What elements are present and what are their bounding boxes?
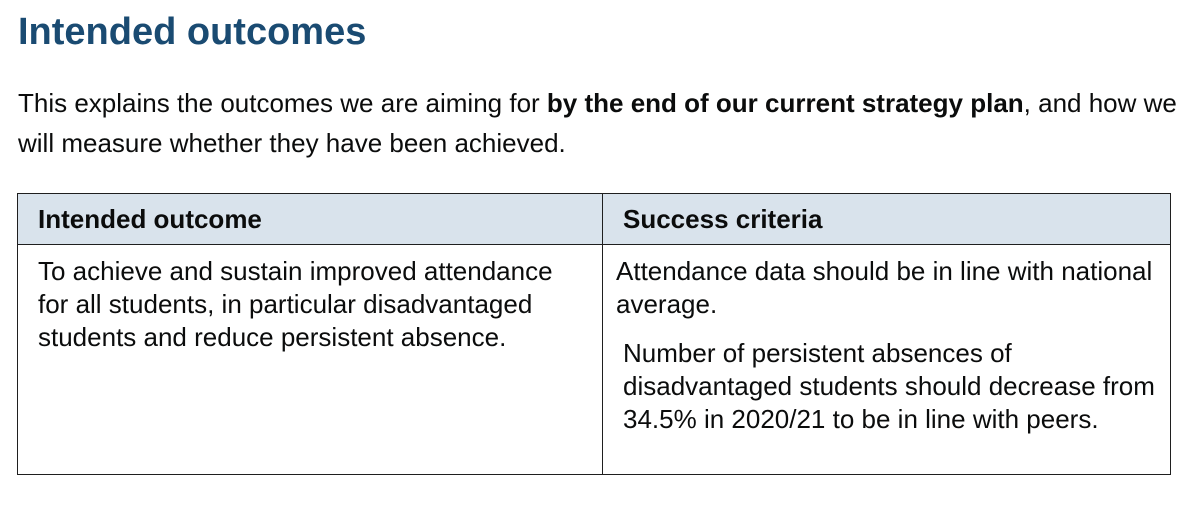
criteria-cell [603, 245, 1171, 475]
intro-paragraph [18, 83, 1183, 163]
intro-text-end: , and how we will measure whether they have been achieved. [18, 88, 1177, 158]
header-intended-outcome: Intended outcome [18, 194, 603, 245]
outcomes-table [17, 193, 1171, 475]
criteria-item: Number of persistent absences of disadvantaged students should decrease from 34.5% in 2020/21 to be in line with peers. [623, 338, 1155, 434]
outcome-cell: To achieve and sustain improved attendance for all students, in particular disadvantaged students and reduce persistent absence. [18, 245, 603, 475]
criteria-item: Attendance data should be in line with national average. [616, 256, 1153, 319]
intro-text-start: This explains the outcomes we are aiming for [18, 88, 547, 118]
table-header-row [18, 194, 1171, 245]
header-success-criteria: Success criteria [603, 194, 1171, 245]
table-row [18, 245, 1171, 475]
page-title: Intended outcomes [18, 11, 367, 53]
intro-emphasis: by the end of our current strategy plan [546, 88, 1024, 118]
